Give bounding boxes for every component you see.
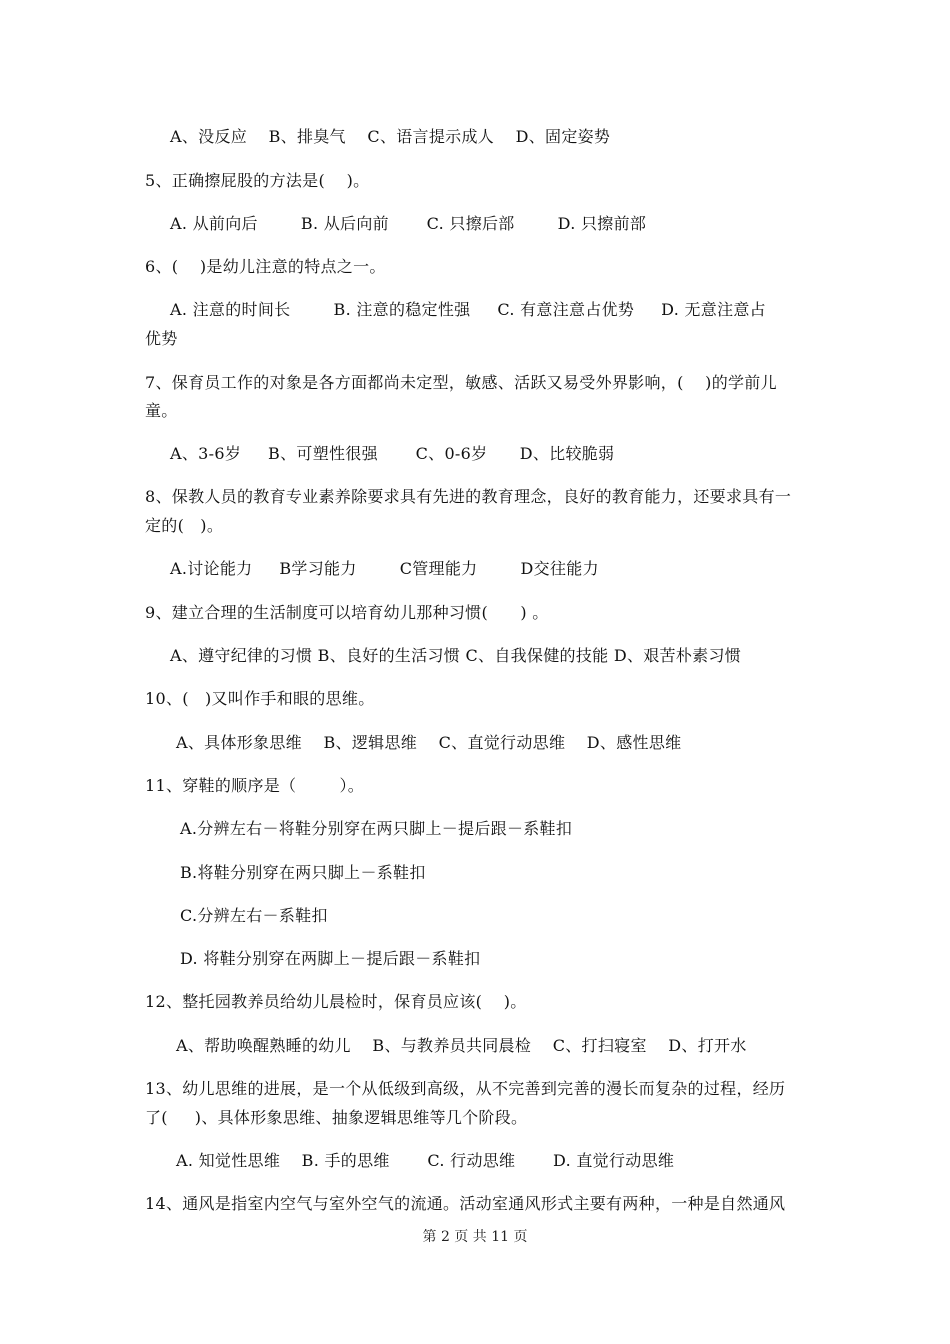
- q7-options: A、3-6岁 B、可塑性很强 C、0-6岁 D、比较脆弱: [170, 444, 615, 463]
- q7-question: 7、保育员工作的对象是各方面都尚未定型，敏感、活跃又易受外界影响，( )的学前儿: [145, 373, 777, 392]
- q9-options: A、遵守纪律的习惯 B、良好的生活习惯 C、自我保健的技能 D、艰苦朴素习惯: [170, 646, 742, 665]
- q14-question: 14、通风是指室内空气与室外空气的流通。活动室通风形式主要有两种，一种是自然通风: [145, 1194, 786, 1213]
- q11-question: 11、穿鞋的顺序是（ ）。: [145, 776, 365, 795]
- q6-options-cont: 优势: [145, 329, 178, 348]
- q13-question-cont: 了( )、具体形象思维、抽象逻辑思维等几个阶段。: [145, 1108, 528, 1127]
- q12-options: A、帮助唤醒熟睡的幼儿 B、与教养员共同晨检 C、打扫寝室 D、打开水: [176, 1036, 747, 1055]
- q11-option-a: A.分辨左右－将鞋分别穿在两只脚上－提后跟－系鞋扣: [180, 819, 573, 838]
- page-footer: 第 2 页 共 11 页: [422, 1229, 528, 1245]
- q7-question-cont: 童。: [145, 401, 178, 420]
- q6-options: A. 注意的时间长 B. 注意的稳定性强 C. 有意注意占优势 D. 无意注意占: [170, 300, 766, 319]
- q5-question: 5、正确擦屁股的方法是( )。: [145, 171, 370, 190]
- q13-question: 13、幼儿思维的进展，是一个从低级到高级，从不完善到完善的漫长而复杂的过程，经历: [145, 1079, 786, 1098]
- q8-question-cont: 定的( )。: [145, 516, 224, 535]
- q8-question: 8、保教人员的教育专业素养除要求具有先进的教育理念，良好的教育能力，还要求具有一: [145, 487, 792, 506]
- q13-options: A. 知觉性思维 B. 手的思维 C. 行动思维 D. 直觉行动思维: [176, 1151, 675, 1170]
- q9-question: 9、建立合理的生活制度可以培育幼儿那种习惯( ) 。: [145, 603, 549, 622]
- q4-options: A、没反应 B、排臭气 C、语言提示成人 D、固定姿势: [170, 127, 611, 146]
- q6-question: 6、( )是幼儿注意的特点之一。: [145, 257, 386, 276]
- q11-option-d: D. 将鞋分别穿在两脚上－提后跟－系鞋扣: [180, 949, 481, 968]
- q12-question: 12、整托园教养员给幼儿晨检时，保育员应该( )。: [145, 992, 527, 1011]
- q11-option-c: C.分辨左右－系鞋扣: [180, 906, 328, 925]
- q10-options: A、具体形象思维 B、逻辑思维 C、直觉行动思维 D、感性思维: [176, 733, 682, 752]
- q10-question: 10、( )又叫作手和眼的思维。: [145, 689, 375, 708]
- q8-options: A.讨论能力 B学习能力 C管理能力 D交往能力: [170, 559, 599, 578]
- q5-options: A. 从前向后 B. 从后向前 C. 只擦后部 D. 只擦前部: [170, 214, 647, 233]
- q11-option-b: B.将鞋分别穿在两只脚上－系鞋扣: [180, 863, 426, 882]
